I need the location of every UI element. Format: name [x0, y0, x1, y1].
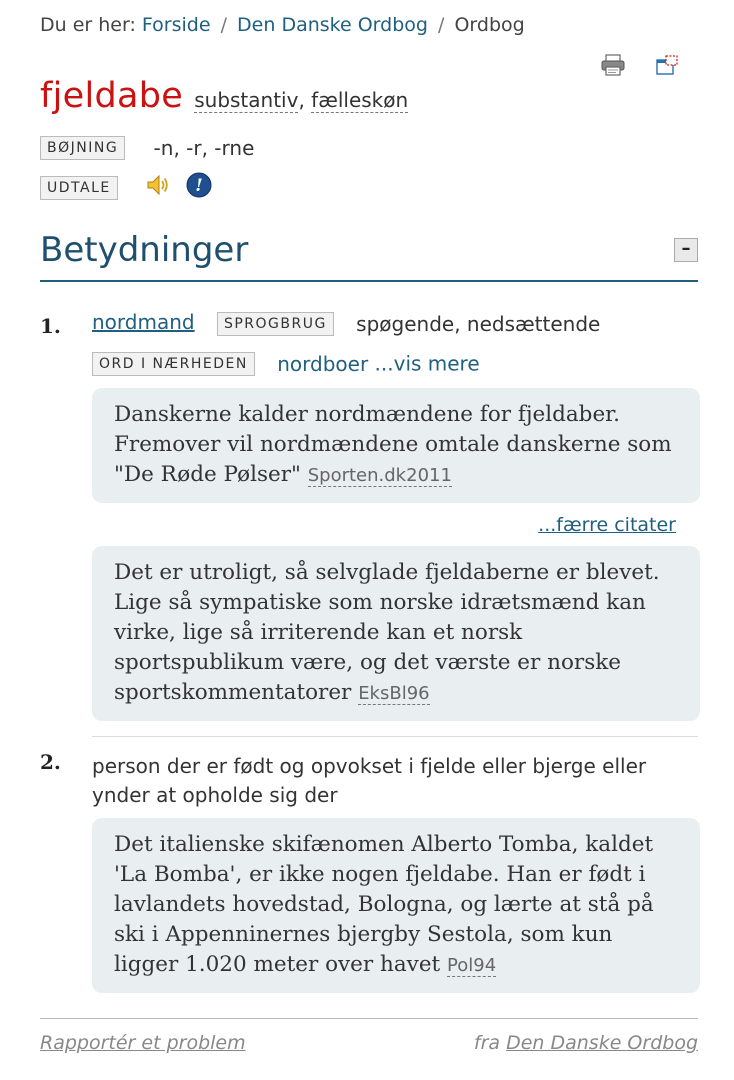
breadcrumb-ddo[interactable]: Den Danske Ordbog: [237, 14, 428, 36]
pronunciation-row: [40, 172, 212, 203]
pronunciation-tag: UDTALE: [40, 176, 118, 200]
sense-1-synonym-row: [92, 310, 600, 336]
quote-box: [92, 818, 700, 993]
show-more-link[interactable]: ...vis mere: [374, 351, 480, 376]
usage-tag: SPROGBRUG: [217, 312, 334, 336]
sense-number: 1.: [40, 314, 61, 338]
new-window-icon[interactable]: [654, 52, 680, 78]
sense-divider: [92, 736, 698, 737]
headword-line: [40, 76, 408, 116]
printer-icon[interactable]: [600, 52, 626, 78]
footer-divider: [40, 1018, 698, 1019]
inflection-tag: BØJNING: [40, 136, 125, 160]
quote-box: [92, 388, 700, 503]
footer-source: [474, 1032, 698, 1054]
nearby-tag: ORD I NÆRHEDEN: [92, 352, 255, 376]
usage-value: spøgende, nedsættende: [356, 311, 601, 336]
sense-number: 2.: [40, 750, 61, 774]
headword: fjeldabe: [40, 76, 184, 116]
sense-2-definition: person der er født og opvokset i fjelde eller bjerge eller ynder at opholde sig der: [92, 754, 647, 807]
breadcrumb-forside[interactable]: Forside: [141, 14, 211, 36]
info-icon[interactable]: [186, 172, 212, 203]
synonym-link[interactable]: nordmand: [92, 310, 195, 334]
word-class: [194, 88, 408, 112]
entry-tools: [600, 52, 680, 78]
quote-text: Det italienske skifænomen Alberto Tomba, kaldet 'La Bomba', er ikke nogen fjeldabe. Han er født i lavlandets hovedstad, Bologna, og lærte at stå på ski i Appenninernes bjergby Sestola, som kun ligger 1.020 meter over havet: [114, 832, 654, 977]
quote-text: Det er utroligt, så selvglade fjeldaberne er blevet. Lige så sympatiske som norske idrætsmænd kan virke, lige så irriterende kan et norsk sportspublikum være, og det værste er norske sportskommentatorer: [114, 560, 660, 705]
section-title: Betydninger: [40, 230, 249, 270]
quote-source[interactable]: Pol94: [447, 955, 497, 976]
quote-box: [92, 546, 700, 721]
nearby-link[interactable]: nordboer: [277, 351, 369, 376]
breadcrumb: [40, 14, 525, 36]
footer-from: fra: [473, 1032, 501, 1054]
gender-label[interactable]: fælleskøn: [311, 88, 409, 112]
report-problem-link[interactable]: Rapportér et problem: [40, 1032, 246, 1054]
fewer-quotes-link[interactable]: ...færre citater: [538, 514, 676, 536]
inflection-value: -n, -r, -rne: [153, 135, 255, 160]
speaker-icon[interactable]: [146, 173, 170, 202]
breadcrumb-current: Ordbog: [454, 14, 525, 36]
senses-section-header: [40, 228, 698, 282]
footer-source-link[interactable]: Den Danske Ordbog: [506, 1032, 698, 1054]
pos-comma: ,: [298, 88, 305, 112]
breadcrumb-prefix: Du er her:: [40, 14, 136, 36]
svg-text:!: !: [195, 176, 203, 196]
inflection-row: [40, 134, 254, 160]
breadcrumb-separator: /: [438, 14, 445, 36]
collapse-button[interactable]: –: [674, 238, 698, 262]
quote-text: Danskerne kalder nordmændene for fjeldaber. Fremover vil nordmændene omtale danskerne som "De Røde Pølser": [114, 402, 672, 487]
breadcrumb-separator: /: [220, 14, 227, 36]
quote-source[interactable]: Sporten.dk2011: [307, 465, 452, 486]
sense-1-nearby-row: [92, 350, 480, 376]
pos-label[interactable]: substantiv: [194, 88, 299, 112]
quote-source[interactable]: EksBl96: [358, 683, 430, 704]
